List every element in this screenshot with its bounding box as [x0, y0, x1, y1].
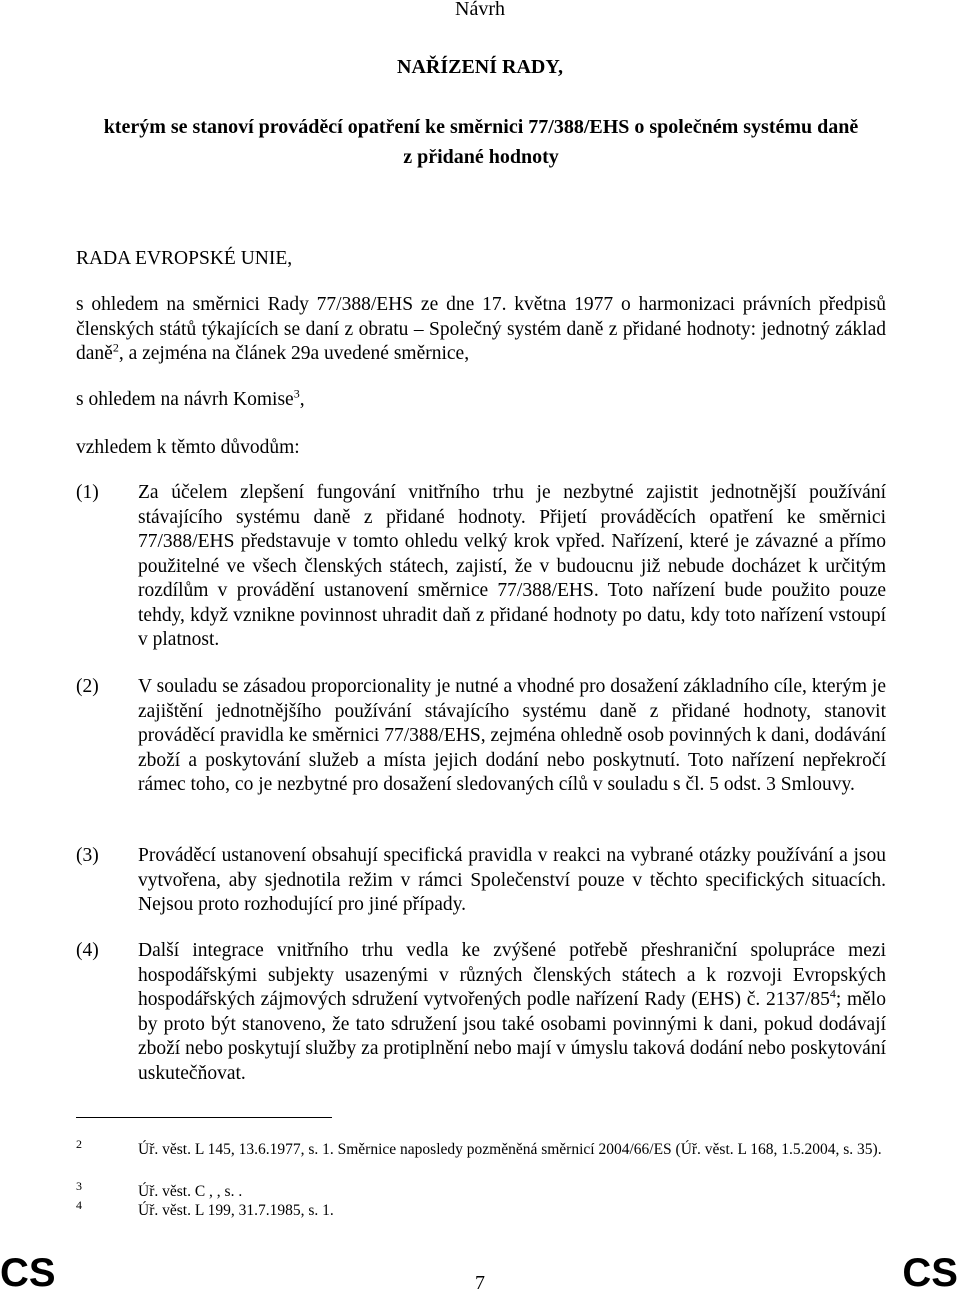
footnote-3 — [76, 1179, 886, 1201]
footnote-number: 2 — [76, 1137, 82, 1151]
draft-label: Návrh — [455, 0, 505, 20]
recital-directive-text: s ohledem na směrnici Rady 77/388/EHS ze dne 17. května 1977 o harmonizaci právních předpisů členských států týkajících se daní z obratu – Společný systém daně z přidané hodnoty: jednotný základ daně — [76, 294, 886, 364]
subtitle-line-1: kterým se stanoví prováděcí opatření ke směrnici 77/388/EHS o společném systému daně — [103, 116, 859, 138]
footnote-text: Úř. věst. L 145, 13.6.1977, s. 1. Směrnice naposledy pozměněná směrnicí 2004/66/ES (Úř. věst. L 168, 1.5.2004, s. 35). — [138, 1141, 882, 1158]
point-number: (1) — [76, 482, 99, 503]
footnote-2 — [76, 1137, 886, 1159]
footnote-number: 4 — [76, 1198, 82, 1212]
footer-language-left: CS — [0, 1251, 56, 1295]
footnote-ref-3[interactable]: 3 — [293, 386, 300, 401]
footnote-number: 3 — [76, 1179, 82, 1193]
footer-language-right: CS — [902, 1251, 958, 1295]
regulation-subtitle — [70, 112, 892, 172]
point-text: V souladu se zásadou proporcionality je nutné a vhodné pro dosažení základního cíle, kterým je zajištění jednotnějšího používání stávajícího systému daně z přidané hodnoty, stanovit prováděcí pravidla ke směrnici 77/388/EHS, zejména ohledně osob povinných k dani, dodávání zboží a poskytování služeb a místa jejich dodání nebo poskytnutí. Toto nařízení nepřekročí rámec toho, co je nezbytné pro dosažení sledovaných cílů v souladu s čl. 5 odst. 3 Smlouvy. — [138, 676, 886, 795]
point-text — [138, 939, 886, 1086]
council-heading: RADA EVROPSKÉ UNIE, — [76, 248, 293, 269]
footnote-4 — [76, 1198, 886, 1220]
point-text-part-a: Další integrace vnitřního trhu vedla ke zvýšené potřebě přeshraniční spolupráce mezi hospodářskými subjekty usazenými v různých členských státech a k rozvoji Evropských hospodářských zájmových sdružení vytvořených podle nařízení Rady (EHS) č. 2137/85 — [138, 940, 886, 1010]
recital-directive-tail: , a zejména na článek 29a uvedené směrnice, — [118, 343, 470, 364]
page-number: 7 — [475, 1272, 485, 1294]
subtitle-line-2: z přidané hodnoty — [403, 146, 559, 168]
point-text: Za účelem zlepšení fungování vnitřního trhu je nezbytné zajistit jednotnější používání stávajícího systému daně z přidané hodnoty. Přijetí prováděcích opatření ke směrnici 77/388/EHS představuje v tomto ohledu velký krok vpřed. Nařízení, které je závazné a přímo použitelné ve všech členských státech, zajistí, že v budoucnu již nebude docházet k určitým rozdílům v provádění ustanovení směrnice 77/388/EHS. Toto nařízení bude použito pouze tehdy, když vznikne povinnost uhradit daň z přidané hodnoty po datu, kdy toto nařízení vstoupí v platnost. — [138, 482, 886, 650]
regulation-title: NAŘÍZENÍ RADY, — [397, 56, 563, 78]
recital-point-1 — [76, 481, 886, 653]
point-number: (4) — [76, 940, 99, 961]
footnote-separator — [76, 1117, 332, 1118]
recital-directive — [76, 293, 886, 367]
recital-proposal-text: s ohledem na návrh Komise — [76, 389, 294, 410]
recital-proposal — [76, 388, 886, 413]
footnote-text: Úř. věst. L 199, 31.7.1985, s. 1. — [138, 1202, 334, 1219]
whereas-heading: vzhledem k těmto důvodům: — [76, 437, 300, 458]
recital-point-3 — [76, 844, 886, 918]
footnote-ref-4[interactable]: 4 — [829, 986, 836, 1001]
point-number: (3) — [76, 845, 99, 866]
footnote-ref-2[interactable]: 2 — [112, 340, 119, 355]
recital-point-4 — [76, 939, 886, 1086]
point-text-part-b: ; mělo by proto být stanoveno, že tato sdružení jsou také osobami povinnými k dani, pokud dodávají zboží nebo poskytují služby za protiplnění nebo mají v úmyslu taková dodání nebo poskytování uskutečňovat. — [138, 989, 886, 1084]
recital-proposal-tail: , — [299, 389, 305, 410]
point-text: Prováděcí ustanovení obsahují specifická pravidla v reakci na vybrané otázky používání a jsou vytvořena, aby sjednotila režim v rámci Společenství pouze v těchto specifických situacích. Nejsou proto rozhodující pro jiné případy. — [138, 845, 886, 915]
recital-point-2 — [76, 675, 886, 798]
point-number: (2) — [76, 676, 99, 697]
footnote-text: Úř. věst. C , , s. . — [138, 1183, 243, 1200]
